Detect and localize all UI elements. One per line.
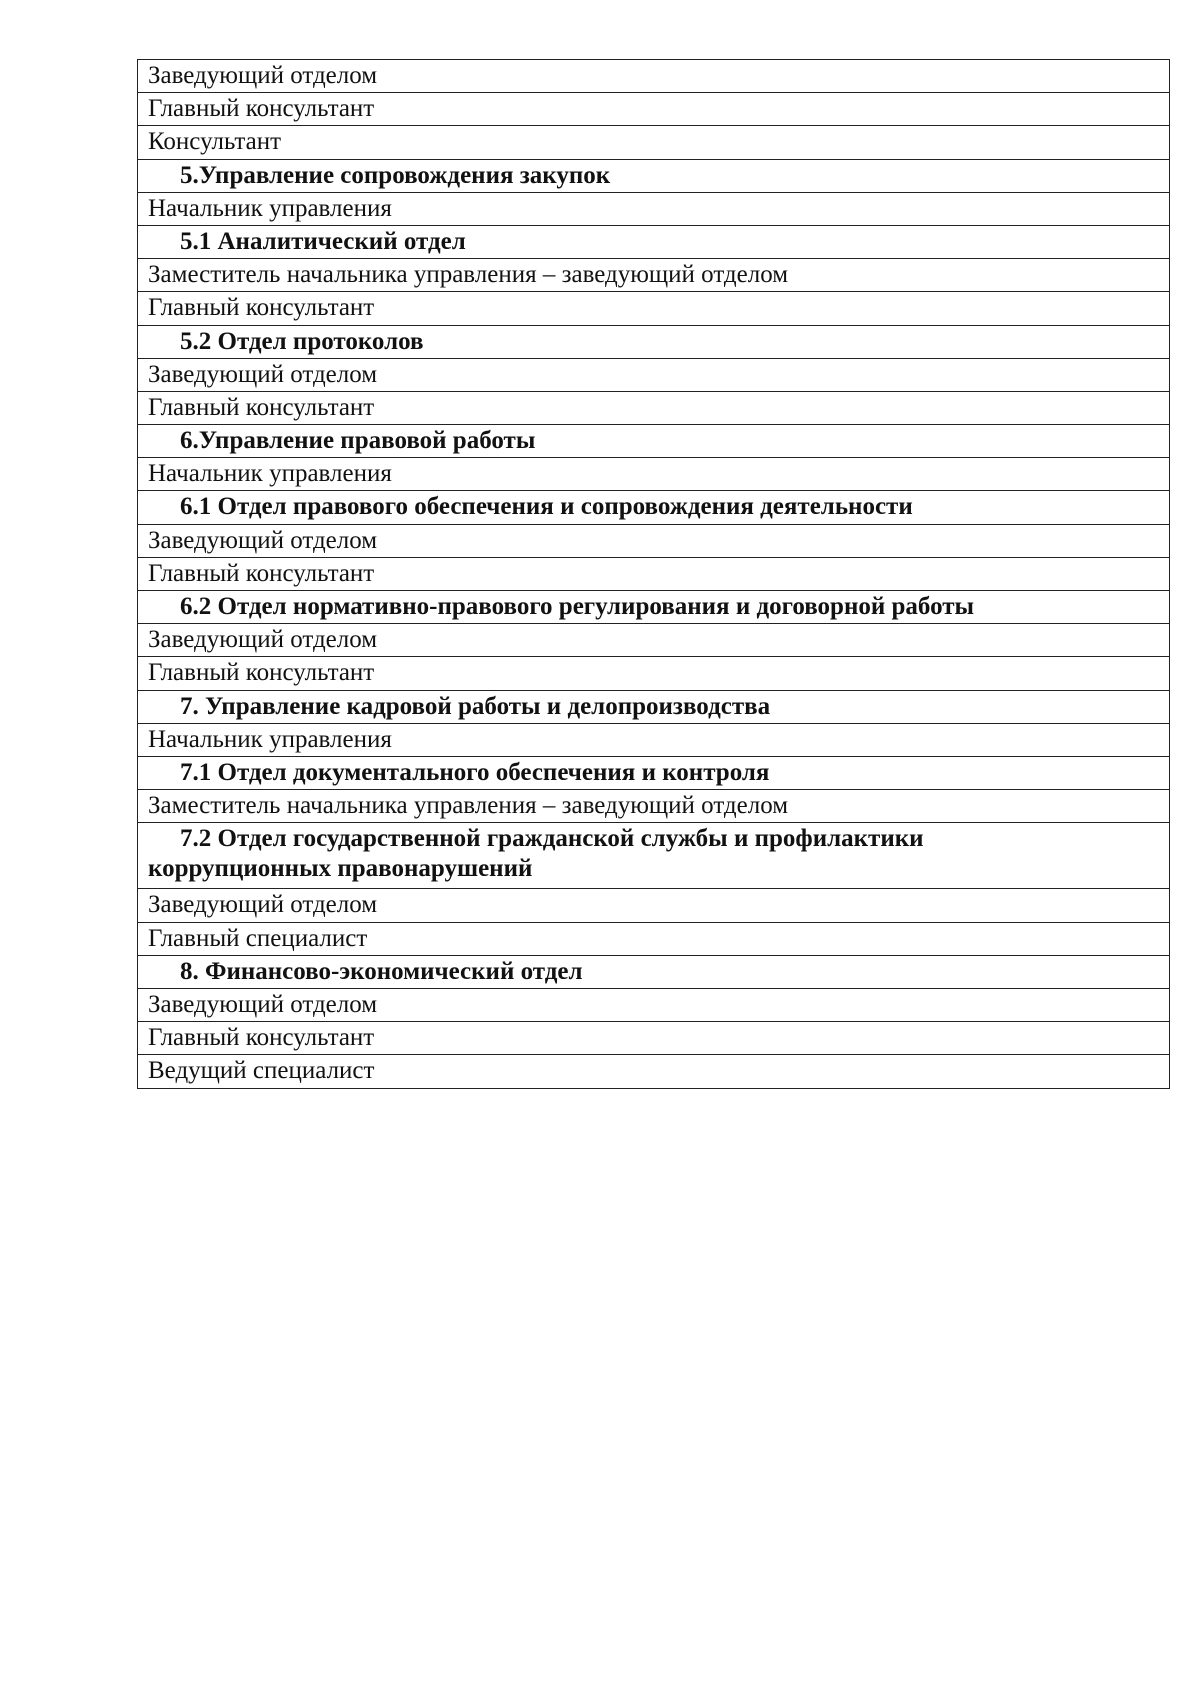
position-row: Главный консультант (138, 558, 1169, 591)
department-heading-row: 6.2 Отдел нормативно-правового регулирования и договорной работы (138, 591, 1169, 624)
position-row: Ведущий специалист (148, 1057, 375, 1085)
department-heading-row: 8. Финансово-экономический отдел (138, 956, 1169, 989)
department-heading-row: 6.Управление правовой работы (138, 425, 1169, 458)
position-row: Начальник управления (138, 458, 1169, 491)
position-row: Консультант (138, 126, 1169, 159)
department-heading-row: 7.1 Отдел документального обеспечения и контроля (138, 757, 1169, 790)
department-heading-row: 5.1 Аналитический отдел (138, 226, 1169, 259)
department-heading-row: 7. Управление кадровой работы и делопроизводства (138, 691, 1169, 724)
position-row: Начальник управления (138, 724, 1169, 757)
position-row: Заместитель начальника управления – заведующий отделом (138, 259, 1169, 292)
position-row: Главный консультант (138, 292, 1169, 325)
heading-line-continued: коррупционных правонарушений (148, 855, 533, 883)
position-row: Заведующий отделом (138, 989, 1169, 1022)
department-heading-row: 6.1 Отдел правового обеспечения и сопровождения деятельности (138, 491, 1169, 524)
position-row: Главный консультант (138, 93, 1169, 126)
staff-positions-table (137, 59, 1170, 1089)
position-row: Заведующий отделом (138, 525, 1169, 558)
heading-line: 7.2 Отдел государственной гражданской службы и профилактики (180, 825, 924, 853)
position-row: Главный консультант (138, 392, 1169, 425)
department-heading-row: 5.2 Отдел протоколов (138, 326, 1169, 359)
position-row: Заведующий отделом (138, 624, 1169, 657)
department-heading-row (138, 823, 1169, 889)
position-row: Заведующий отделом (138, 60, 1169, 93)
position-row: Главный консультант (138, 1022, 1169, 1055)
department-heading-row: 5.Управление сопровождения закупок (138, 160, 1169, 193)
position-row: Главный специалист (138, 923, 1169, 956)
position-row: Главный консультант (138, 657, 1169, 690)
position-row: Начальник управления (138, 193, 1169, 226)
position-row: Заведующий отделом (138, 889, 1169, 922)
position-row: Заместитель начальника управления – заведующий отделом (138, 790, 1169, 823)
position-row: Заведующий отделом (138, 359, 1169, 392)
